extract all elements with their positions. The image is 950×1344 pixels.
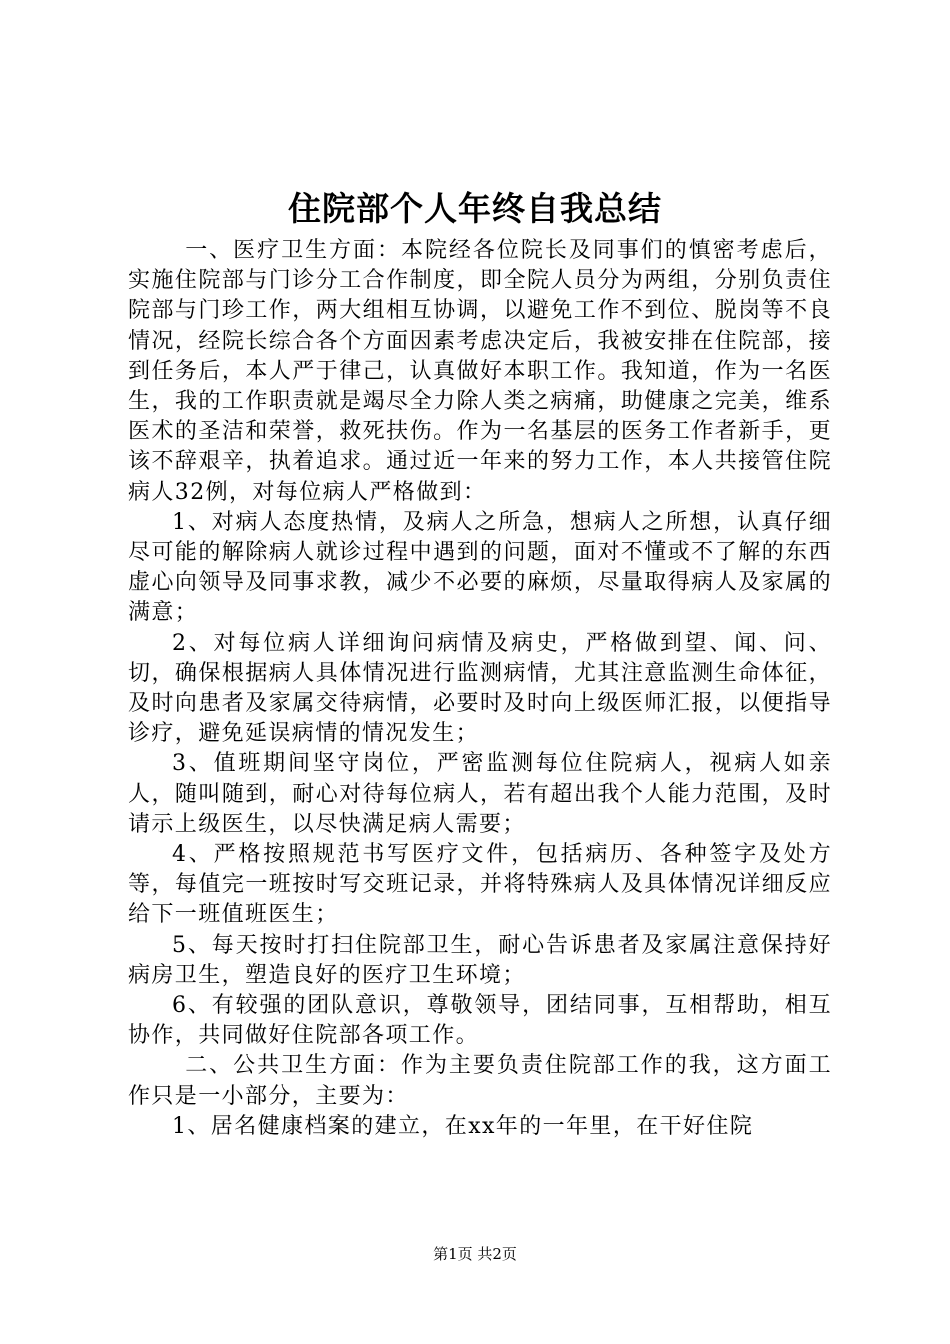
paragraph-item-2: 2、对每位病人详细询问病情及病史，严格做到望、闻、问、切，确保根据病人具体情况进行监测病情，尤其注意监测生命体征，及时向患者及家属交待病情，必要时及时向上级医师汇报，以便指导诊疗，避免延误病情的情况发生；	[128, 630, 832, 747]
paragraph-item-1: 1、对病人态度热情，及病人之所急，想病人之所想，认真仔细尽可能的解除病人就诊过程中遇到的问题，面对不懂或不了解的东西虚心向领导及同事求教，减少不必要的麻烦，尽量取得病人及家属的满意；	[128, 509, 832, 626]
paragraph-item-3: 3、值班期间坚守岗位，严密监测每位住院病人，视病人如亲人，随叫随到，耐心对待每位病人，若有超出我个人能力范围，及时请示上级医生，以尽快满足病人需要；	[128, 751, 832, 837]
paragraph-medical-overview: 一、医疗卫生方面：本院经各位院长及同事们的慎密考虑后，实施住院部与门诊分工合作制度，即全院人员分为两组，分别负责住院部与门珍工作，两大组相互协调，以避免工作不到位、脱岗等不良情况，经院长综合各个方面因素考虑决定后，我被安排在住院部，接到任务后，本人严于律己，认真做好本职工作。我知道，作为一名医生，我的工作职责就是竭尽全力除人类之病痛，助健康之完美，维系医术的圣洁和荣誉，救死扶伤。作为一名基层的医务工作者新手，更该不辞艰辛，执着追求。通过近一年来的努力工作，本人共接管住院病人32例，对每位病人严格做到：	[128, 238, 832, 505]
document-title: 住院部个人年终自我总结	[288, 189, 662, 228]
paragraph-item-5: 5、每天按时打扫住院部卫生，耐心告诉患者及家属注意保持好病房卫生，塑造良好的医疗卫生环境；	[128, 932, 832, 988]
paragraph-item-6: 6、有较强的团队意识，尊敬领导，团结同事，互相帮助，相互协作，共同做好住院部各项工作。	[128, 993, 832, 1049]
page-footer: 第1页 共2页	[433, 1245, 517, 1263]
document-body	[128, 236, 832, 1142]
paragraph-item-4: 4、严格按照规范书写医疗文件，包括病历、各种签字及处方等，每值完一班按时写交班记录，并将特殊病人及具体情况详细反应给下一班值班医生；	[128, 842, 832, 928]
paragraph-public-item-1: 1、居名健康档案的建立，在xx年的一年里，在干好住院	[172, 1113, 754, 1139]
paragraph-public-health: 二、公共卫生方面：作为主要负责住院部工作的我，这方面工作只是一小部分，主要为：	[128, 1053, 832, 1109]
